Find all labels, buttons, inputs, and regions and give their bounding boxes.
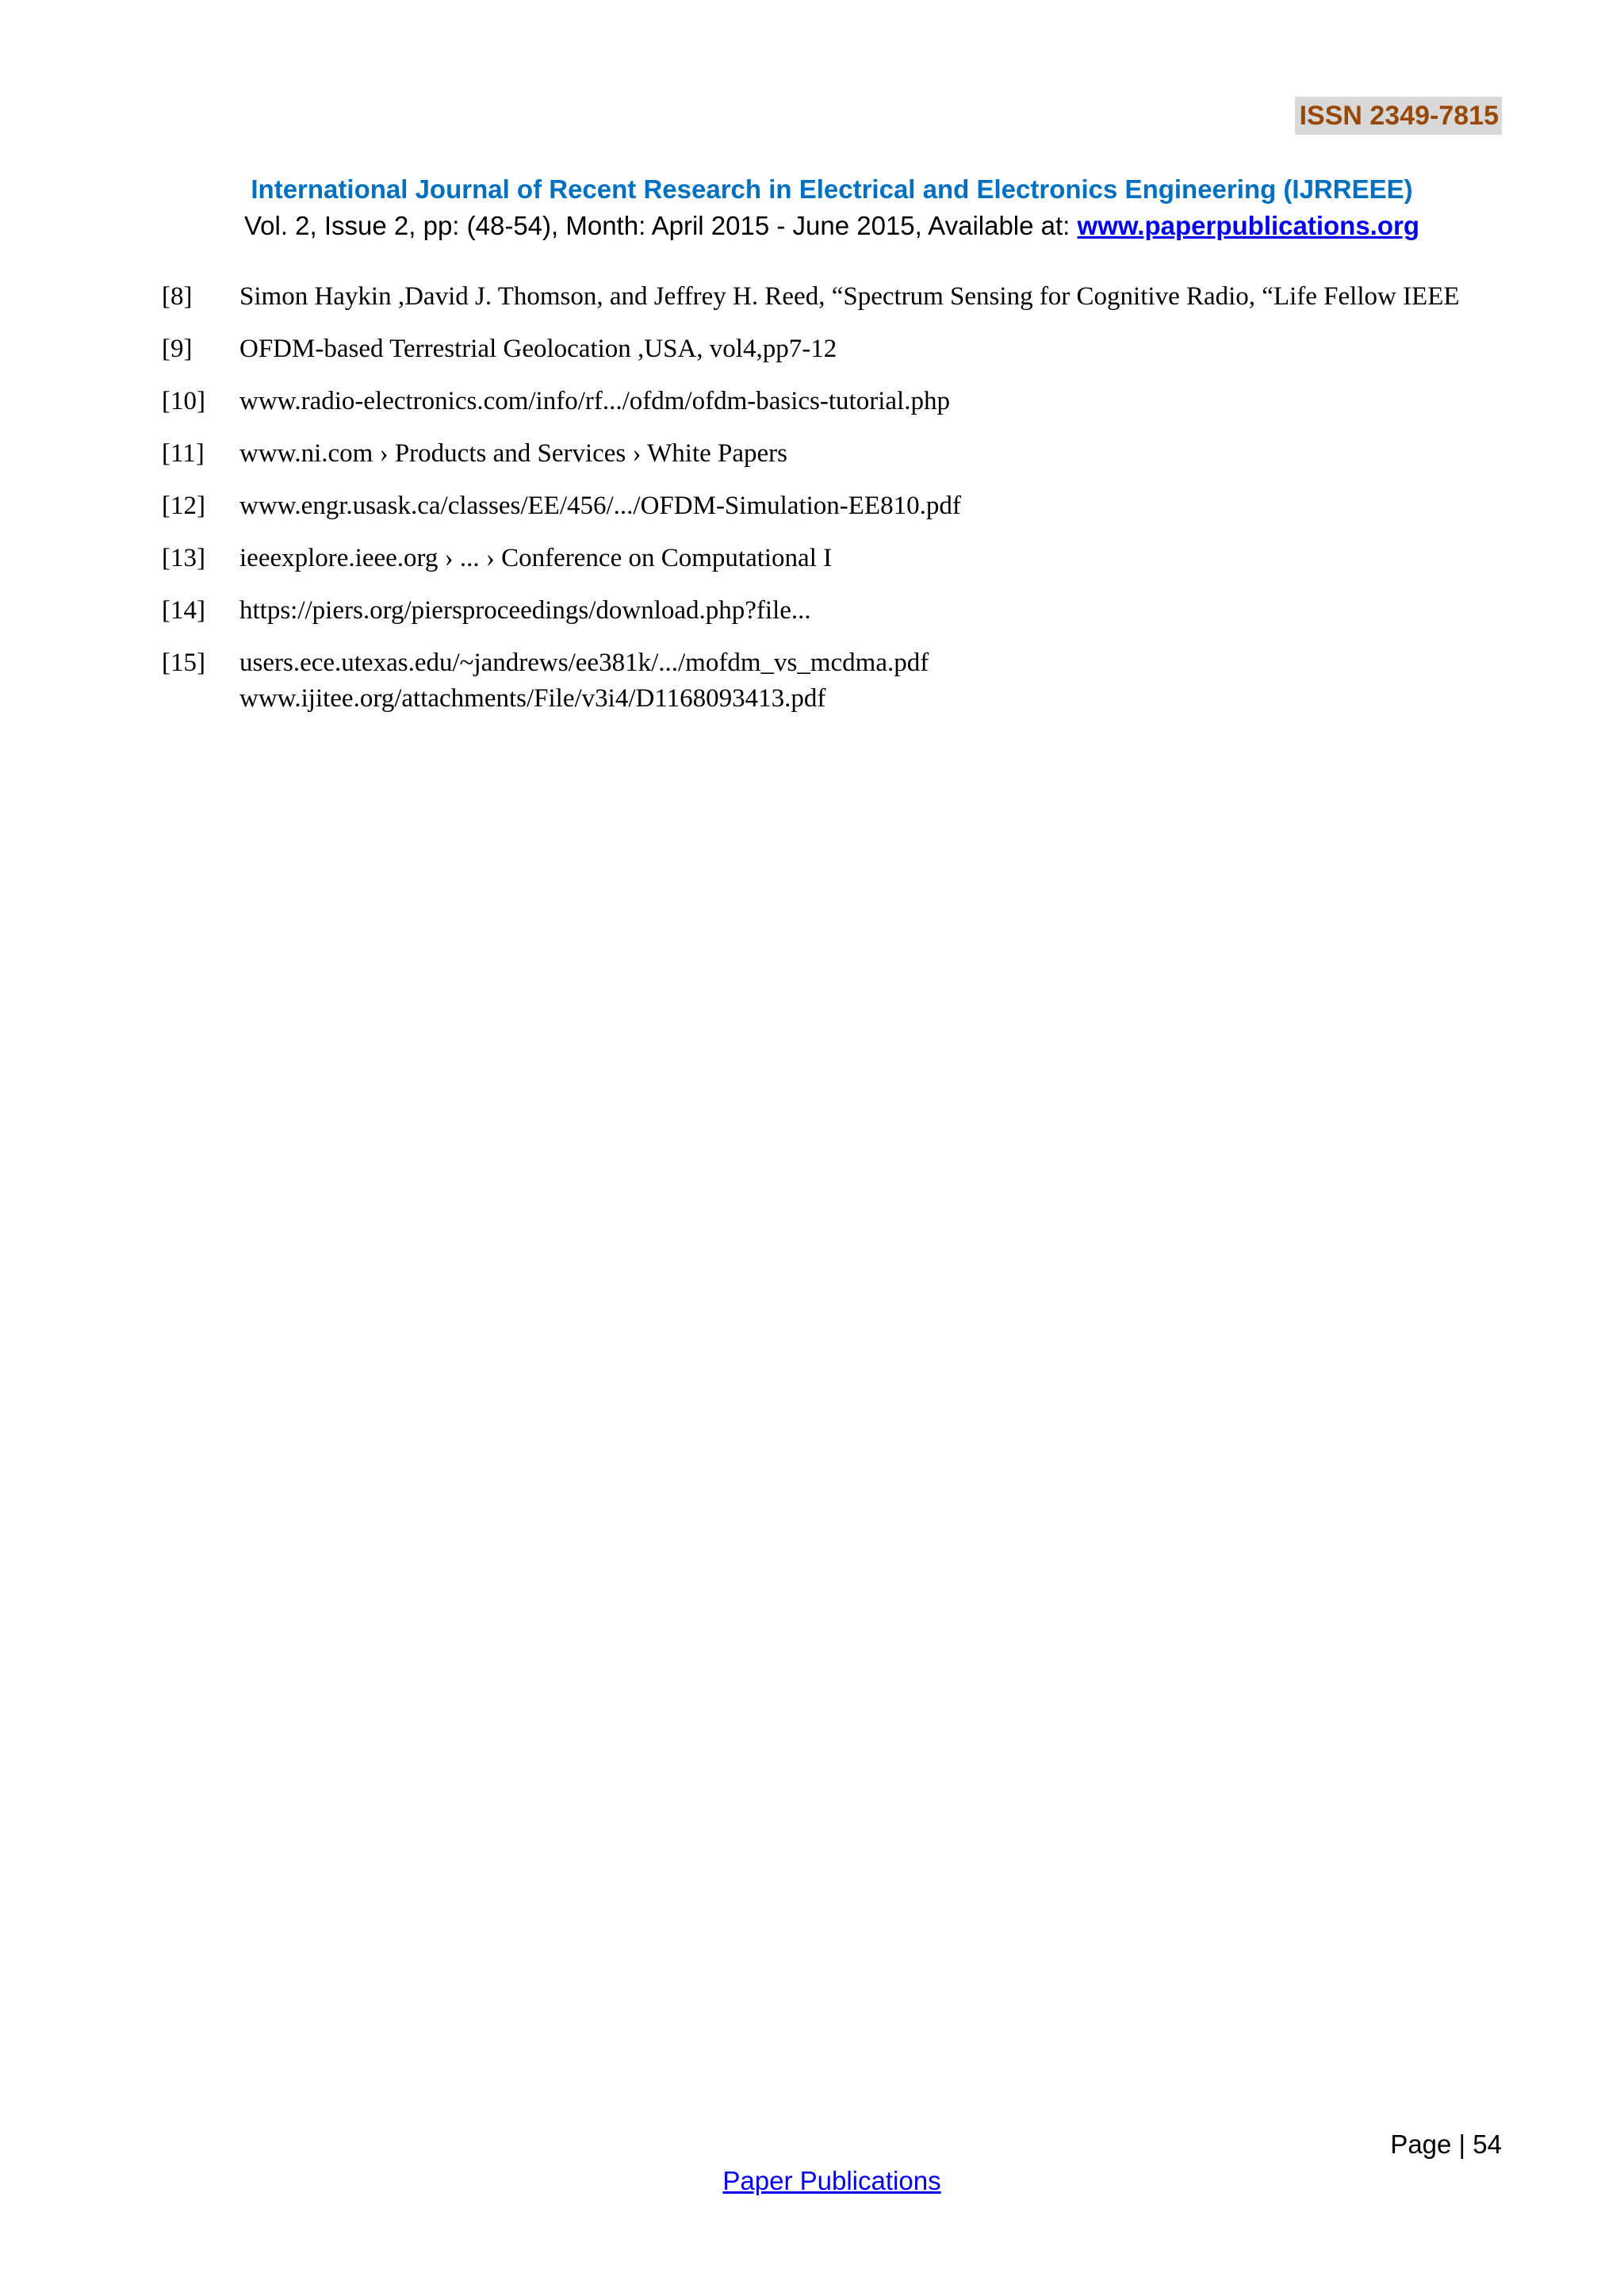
journal-title: International Journal of Recent Research in Electrical and Electronics Engineering (IJRREEE) [251,174,1413,204]
reference-item [162,645,1500,717]
reference-number: [14] [162,596,205,625]
reference-item [162,436,1500,472]
reference-number: [11] [162,439,205,468]
reference-number: [8] [162,282,193,311]
reference-text: Simon Haykin ,David J. Thomson, and Jeffrey H. Reed, “Spectrum Sensing for Cognitive Radio, “Life Fellow IEEE [239,282,1460,311]
page-number: Page | 54 [1390,2130,1502,2159]
reference-text: www.ni.com › Products and Services › White Papers [239,439,788,468]
reference-item [162,488,1500,524]
journal-issue-details: Vol. 2, Issue 2, pp: (48-54), Month: April 2015 - June 2015, Available at: [243,211,1078,240]
reference-item [162,541,1500,576]
references-list [162,279,1500,733]
reference-line: www.ijitee.org/attachments/File/v3i4/D1168093413.pdf [239,684,826,713]
reference-text: OFDM-based Terrestrial Geolocation ,USA, vol4,pp7-12 [239,335,837,363]
reference-item [162,331,1500,367]
reference-text: https://piers.org/piersproceedings/download.php?file... [239,596,811,625]
journal-info [0,209,1624,243]
reference-item [162,384,1500,419]
reference-text [239,645,1500,717]
publisher-link[interactable]: Paper Publications [722,2166,941,2195]
reference-number: [9] [162,335,193,363]
issn-label: ISSN 2349-7815 [1295,97,1502,135]
reference-text: www.engr.usask.ca/classes/EE/456/.../OFDM-Simulation-EE810.pdf [239,492,961,520]
reference-item [162,279,1500,315]
reference-item [162,593,1500,629]
footer [0,2164,1624,2198]
reference-line: users.ece.utexas.edu/~jandrews/ee381k/.../mofdm_vs_mcdma.pdf [239,649,929,677]
reference-number: [13] [162,544,205,572]
reference-text: www.radio-electronics.com/info/rf.../ofdm/ofdm-basics-tutorial.php [239,387,950,415]
reference-text: ieeexplore.ieee.org › ... › Conference on Computational I [239,544,833,572]
reference-number: [15] [162,649,205,677]
reference-number: [10] [162,387,205,415]
reference-number: [12] [162,492,205,520]
journal-website-link[interactable]: www.paperpublications.org [1077,211,1420,240]
